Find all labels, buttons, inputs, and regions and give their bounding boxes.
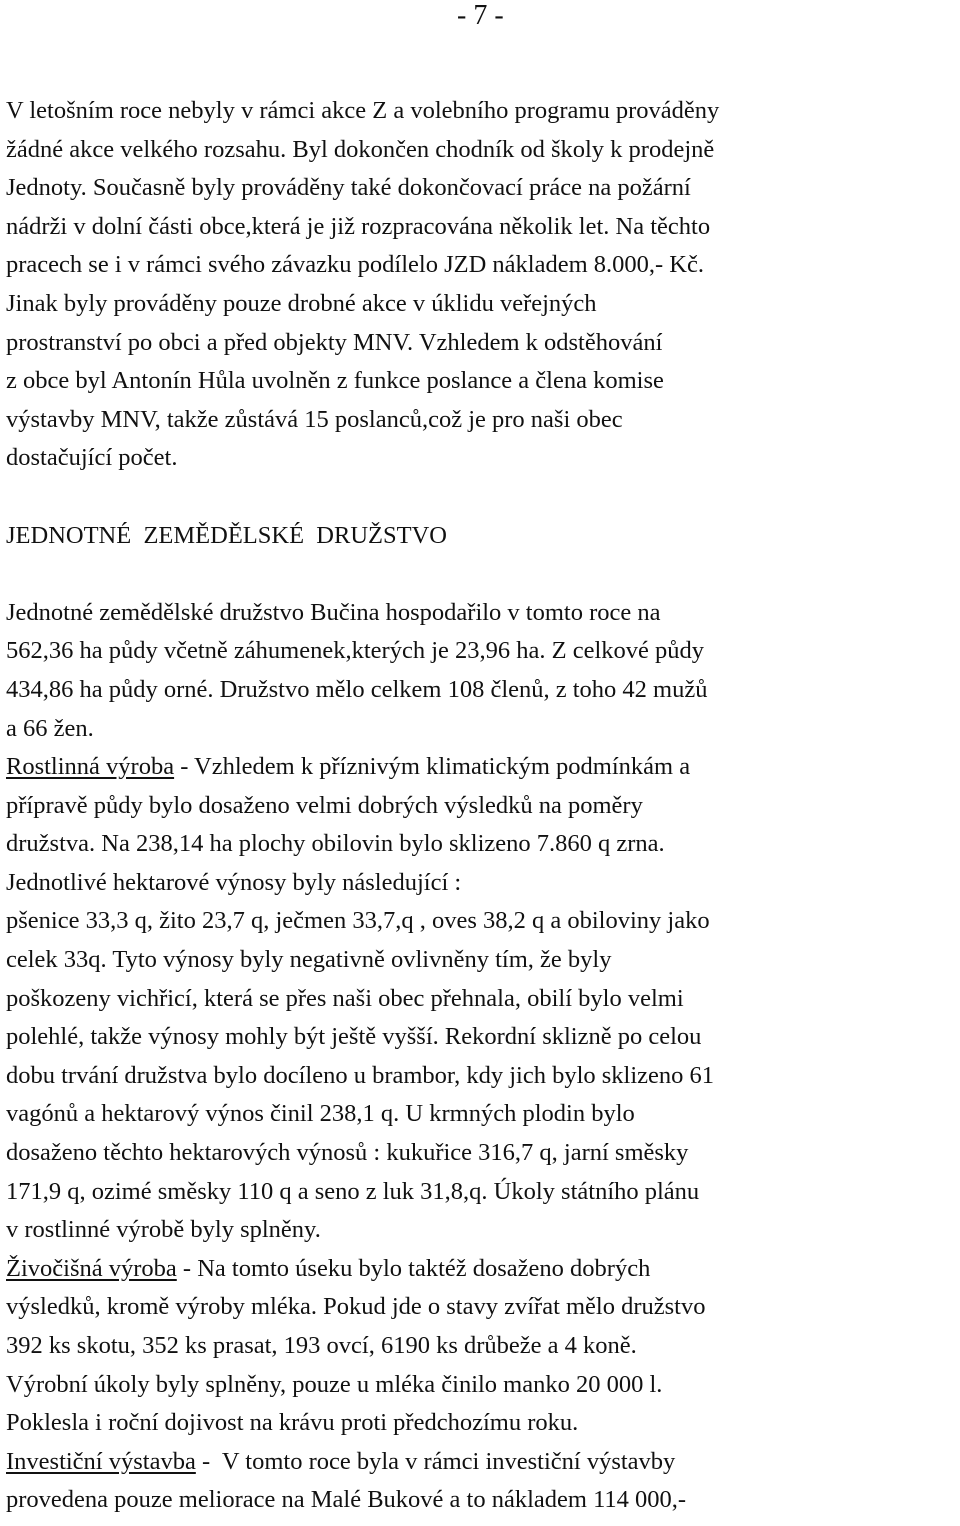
paragraph-intro (6, 92, 956, 478)
text-line: Jinak byly prováděny pouze drobné akce v úklidu veřejných (6, 289, 597, 317)
zivocisna-vyroba-heading: Živočišná výroba (6, 1254, 177, 1282)
page-number: - 7 - (457, 0, 504, 31)
text-line: Jednoty. Současně byly prováděny také dokončovací práce na požární (6, 174, 691, 202)
paragraph-jzd (6, 594, 956, 748)
text-fragment: - Na tomto úseku bylo taktéž dosaženo dobrých (176, 1254, 651, 1282)
paragraph-investicni-vystavba (6, 1443, 956, 1520)
text-line: výsledků, kromě výroby mléka. Pokud jde o stavy zvířat mělo družstvo (6, 1293, 706, 1321)
text-line: přípravě půdy bylo dosaženo velmi dobrých výsledků na poměry (6, 791, 643, 819)
investicni-vystavba-heading: Investiční výstavba (6, 1447, 196, 1475)
text-line: z obce byl Antonín Hůla uvolněn z funkce poslance a člena komise (6, 367, 664, 395)
text-line: prostranství po obci a před objekty MNV. Vzhledem k odstěhování (6, 328, 663, 356)
text-line: dosaženo těchto hektarových výnosů : kukuřice 316,7 q, jarní směsky (6, 1139, 689, 1167)
text-line (6, 1443, 956, 1482)
text-line: V letošním roce nebyly v rámci akce Z a volebního programu prováděny (6, 97, 720, 124)
text-line (6, 748, 956, 787)
text-line: v rostlinné výrobě byly splněny. (6, 1216, 321, 1244)
text-line: družstva. Na 238,14 ha plochy obilovin bylo sklizeno 7.860 q zrna. (6, 830, 665, 858)
spacer (6, 478, 956, 517)
text-line: 171,9 q, ozimé směsky 110 q a seno z luk 31,8,q. Úkoly státního plánu (6, 1177, 700, 1205)
text-line: poškozeny vichřicí, která se přes naši obec přehnala, obilí bylo velmi (6, 984, 684, 1012)
text-line: 392 ks skotu, 352 ks prasat, 193 ovcí, 6190 ks drůbeže a 4 koně. (6, 1332, 637, 1359)
text-line: dobu trvání družstva bylo docíleno u brambor, kdy jich bylo sklizeno 61 (6, 1061, 715, 1089)
text-fragment: - V tomto roce byla v rámci investiční výstavby (195, 1447, 676, 1475)
text-line (6, 1250, 956, 1289)
text-line: a 66 žen. (6, 714, 94, 742)
spacer (6, 555, 956, 594)
text-line: výstavby MNV, takže zůstává 15 poslanců,což je pro naši obec (6, 405, 623, 433)
paragraph-rostlinna-vyroba (6, 748, 956, 1250)
text-line: pracech se i v rámci svého závazku podílelo JZD nákladem 8.000,- Kč. (6, 251, 704, 279)
text-line: žádné akce velkého rozsahu. Byl dokončen chodník od školy k prodejně (6, 135, 715, 163)
text-line: celek 33q. Tyto výnosy byly negativně ovlivněny tím, že byly (6, 946, 612, 974)
text-line: pšenice 33,3 q, žito 23,7 q, ječmen 33,7,q , oves 38,2 q a obiloviny jako (6, 907, 710, 935)
document-body (6, 92, 956, 1520)
text-line: Výrobní úkoly byly splněny, pouze u mléka činilo manko 20 000 l. (6, 1370, 663, 1398)
text-line: 562,36 ha půdy včetně záhumenek,kterých je 23,96 ha. Z celkové půdy (6, 637, 705, 665)
text-line: polehlé, takže výnosy mohly být ještě vyšší. Rekordní sklizně po celou (6, 1023, 702, 1051)
rostlinna-vyroba-heading: Rostlinná výroba (6, 753, 175, 781)
text-line: 434,86 ha půdy orné. Družstvo mělo celkem 108 členů, z toho 42 mužů (6, 675, 708, 703)
text-line: provedena pouze meliorace na Malé Bukové a to nákladem 114 000,- (6, 1486, 687, 1514)
paragraph-zivocisna-vyroba (6, 1250, 956, 1443)
section-heading: JEDNOTNÉ ZEMĚDĚLSKÉ DRUŽSTVO (6, 521, 447, 549)
text-line: Jednotné zemědělské družstvo Bučina hospodařilo v tomto roce na (6, 598, 661, 626)
text-line: vagónů a hektarový výnos činil 238,1 q. U krmných plodin bylo (6, 1100, 635, 1128)
text-line: dostačující počet. (6, 444, 178, 472)
text-fragment: - Vzhledem k příznivým klimatickým podmínkám a (174, 753, 691, 781)
text-line: Poklesla i roční dojivost na krávu proti předchozímu roku. (6, 1409, 579, 1437)
text-line: Jednotlivé hektarové výnosy byly následující : (6, 868, 462, 896)
text-line: nádrži v dolní části obce,která je již rozpracována několik let. Na těchto (6, 212, 711, 240)
